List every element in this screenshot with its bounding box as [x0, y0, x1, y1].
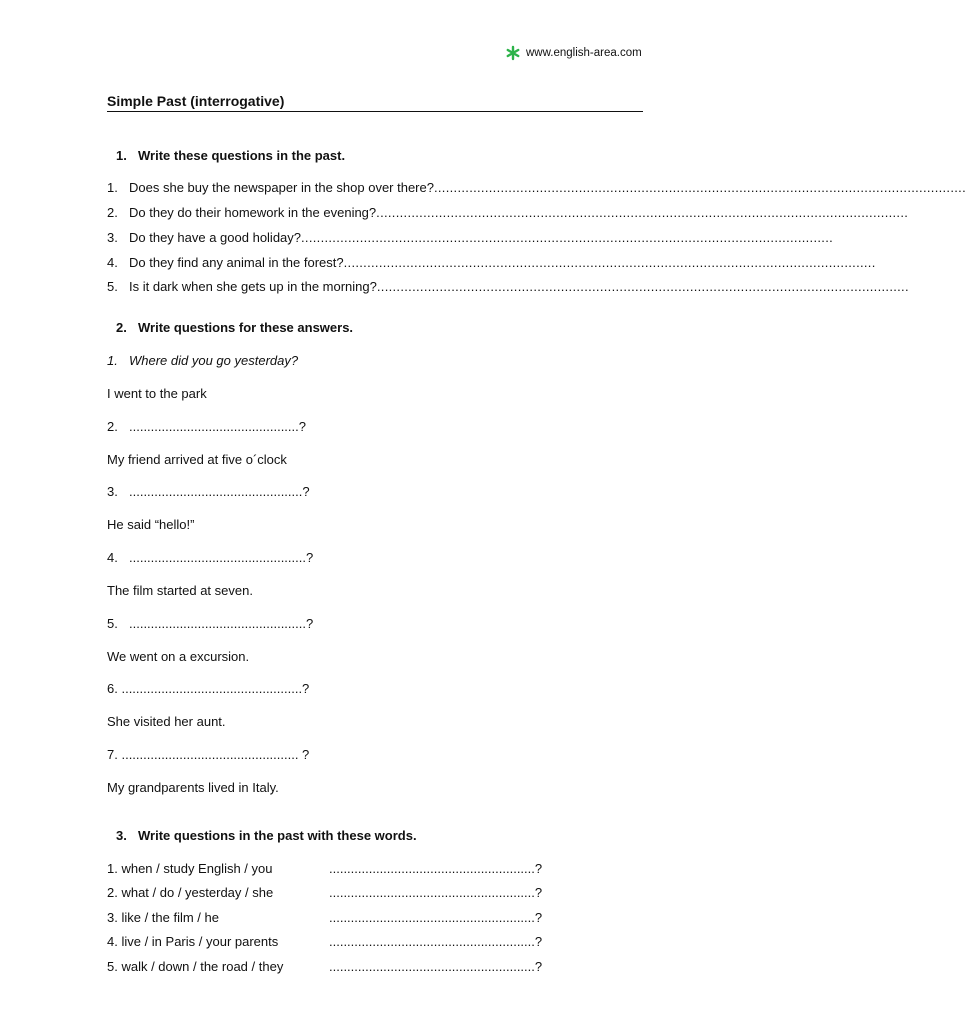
answer-blank[interactable]: .........................................................?: [329, 959, 543, 974]
section1-item: 1. Does she buy the newspaper in the shop over there? ........................................................................................................................................: [107, 180, 966, 195]
example-question: 1. Where did you go yesterday?: [107, 353, 299, 368]
word-prompt: 5. walk / down / the road / they: [107, 959, 284, 974]
answer-blank[interactable]: ........................................................................................................................................: [343, 255, 876, 270]
given-answer: My friend arrived at five o´clock: [107, 452, 287, 467]
example-answer: I went to the park: [107, 386, 207, 401]
answer-blank[interactable]: ........................................................................................................................................: [433, 180, 966, 195]
word-prompt: 3. like / the film / he: [107, 910, 219, 925]
section1-item: 4. Do they find any animal in the forest? ........................................................................................................................................: [107, 255, 876, 270]
given-answer: She visited her aunt.: [107, 714, 226, 729]
answer-blank[interactable]: ........................................................................................................................................: [301, 230, 834, 245]
site-url[interactable]: www.english-area.com: [526, 47, 642, 59]
question-blank[interactable]: 5. .................................................?: [107, 616, 314, 631]
word-prompt: 2. what / do / yesterday / she: [107, 885, 274, 900]
section1-item: 3. Do they have a good holiday? ........................................................................................................................................: [107, 230, 834, 245]
question-blank[interactable]: 3. ................................................?: [107, 484, 310, 499]
question-blank[interactable]: 4. .................................................?: [107, 550, 314, 565]
section3-heading: 3. Write questions in the past with these words.: [116, 828, 417, 843]
question-blank[interactable]: 2. ...............................................?: [107, 419, 306, 434]
answer-blank[interactable]: .........................................................?: [329, 910, 543, 925]
given-answer: We went on a excursion.: [107, 649, 250, 664]
given-answer: The film started at seven.: [107, 583, 253, 598]
section2-heading: 2. Write questions for these answers.: [116, 320, 354, 335]
question-blank[interactable]: 6. ..................................................?: [107, 681, 310, 696]
page-title: Simple Past (interrogative): [107, 93, 285, 109]
word-prompt: 4. live / in Paris / your parents: [107, 934, 279, 949]
title-rule: [107, 111, 643, 112]
asterisk-logo-icon: [506, 46, 520, 60]
answer-blank[interactable]: ........................................................................................................................................: [376, 205, 909, 220]
section1-heading: 1. Write these questions in the past.: [116, 148, 346, 163]
answer-blank[interactable]: ........................................................................................................................................: [376, 279, 909, 294]
answer-blank[interactable]: .........................................................?: [329, 934, 543, 949]
word-prompt: 1. when / study English / you: [107, 861, 273, 876]
section1-item: 2. Do they do their homework in the evening? ........................................................................................................................................: [107, 205, 909, 220]
question-blank[interactable]: 7. ................................................. ?: [107, 747, 310, 762]
given-answer: He said “hello!”: [107, 517, 195, 532]
section1-item: 5. Is it dark when she gets up in the morning? ........................................................................................................................................: [107, 279, 909, 294]
site-header: [506, 46, 642, 60]
answer-blank[interactable]: .........................................................?: [329, 885, 543, 900]
answer-blank[interactable]: .........................................................?: [329, 861, 543, 876]
given-answer: My grandparents lived in Italy.: [107, 780, 279, 795]
